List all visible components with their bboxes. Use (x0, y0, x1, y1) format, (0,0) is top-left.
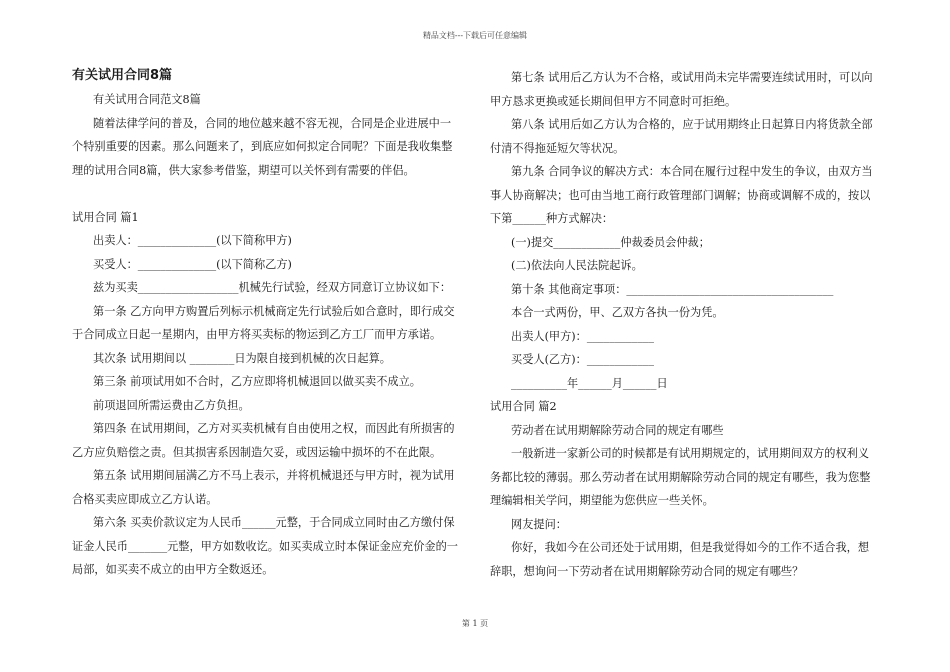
article-line: 一般新进一家新公司的时候都是有试用期规定的，试用期间双方的权利义 (511, 447, 870, 460)
article-line: 理编辑相关学问，期望能为您供应一些关怀。 (490, 494, 714, 507)
signature-line: 出卖人(甲方)：____________ (511, 329, 654, 343)
right-column (490, 66, 890, 583)
intro-line: 理的试用合同8篇，供大家参考借鉴，期望可以关怀到有需要的伴侣。 (72, 163, 415, 177)
buyer-line: 买受人：______________(以下简称乙方) (93, 257, 292, 271)
clause-line: 证金人民币_______元整，甲方如数收讫。如买卖成立时本保证金应充价金的一 (72, 539, 458, 553)
article-title: 劳动者在试用期解除劳动合同的规定有哪些 (511, 423, 724, 437)
clause-line: 事人协商解决；也可由当地工商行政管理部门调解；协商或调解不成的，按以 (490, 188, 871, 202)
left-column (72, 66, 472, 582)
clause-line: 第六条 买卖价款议定为人民币______元整，于合同成立同时由乙方缴付保 (93, 516, 455, 529)
agreement-line: 兹为买卖__________________机械先行试验，经双方同意订立协议如下： (93, 281, 452, 294)
clause-line: 合格买卖应即成立乙方认诺。 (72, 492, 218, 506)
section-heading: 试用合同 篇2 (490, 400, 557, 413)
clause-line: 乙方应负赔偿之责。但其损害系因制造欠妥，或因运输中损坏的不在此限。 (72, 445, 442, 459)
seller-line: 出卖人：______________(以下简称甲方) (93, 234, 292, 247)
clause-line: 第八条 试用后如乙方认为合格的，应于试用期终止日起算日内将货款全部 (511, 118, 873, 131)
clause-line: 局部，如买卖不成立的由甲方全数返还。 (72, 563, 274, 576)
clause-line: 其次条 试用期间以 ________日为限自接到机械的次日起算。 (93, 351, 391, 365)
intro-line: 随着法律学问的普及，合同的地位越来越不容无视，合同是企业进展中一 (93, 116, 452, 130)
subtitle-line: 有关试用合同范文8篇 (93, 93, 201, 106)
clause-line: 第七条 试用后乙方认为不合格，或试用尚未完毕需要连续试用时，可以向 (511, 71, 873, 84)
signature-line: 买受人(乙方)：____________ (511, 353, 654, 366)
page-number: 第 1 页 (461, 619, 489, 628)
document-title: 有关试用合同8篇 (72, 68, 173, 83)
clause-line: 于合同成立日起一星期内，由甲方将买卖标的物运到乙方工厂而甲方承诺。 (72, 328, 442, 341)
section-heading: 试用合同 篇1 (72, 210, 139, 224)
clause-line: (一)提交____________仲裁委员会仲裁； (511, 235, 710, 249)
article-line: 务都比较的薄弱。那么劳动者在试用期解除劳动合同的规定有哪些，我为您整 (490, 470, 871, 484)
clause-line: 第一条 乙方向甲方购置后列标示机械商定先行试验后如合意时，即行成交 (93, 304, 455, 318)
clause-line: 第四条 在试用期间，乙方对买卖机械有自由使用之权，而因此有所损害的 (93, 422, 455, 435)
page-header: 精品文档---下载后可任意编辑 (422, 31, 528, 40)
intro-line: 个特别重要的因素。那么问题来了，到底应如何拟定合同呢？下面是我收集整 (72, 140, 453, 153)
date-line: __________年______月______日 (511, 376, 668, 390)
paragraph-gap (72, 182, 472, 206)
clause-line: 第五条 试用期间届满乙方不马上表示，并将机械退还与甲方时，视为试用 (93, 469, 455, 482)
article-line: 网友提问： (511, 517, 567, 531)
clause-line: 付清不得拖延短欠等状况。 (490, 141, 625, 155)
clause-line: 甲方恳求更换或延长期间但甲方不同意时可拒绝。 (490, 94, 737, 108)
clause-line: 前项退回所需运费由乙方负担。 (93, 398, 250, 412)
clause-line: 本合一式两份，甲、乙双方各执一份为凭。 (511, 306, 724, 319)
article-line: 你好，我如今在公司还处于试用期，但是我觉得如今的工作不适合我，想 (511, 541, 870, 554)
clause-line: 第三条 前项试用如不合时，乙方应即将机械退回以做买卖不成立。 (93, 375, 421, 388)
clause-line: 第九条 合同争议的解决方式：本合同在履行过程中发生的争议，由双方当 (511, 165, 873, 178)
clause-line: 下第______种方式解决： (490, 212, 614, 225)
clause-line: (二)依法向人民法院起诉。 (511, 259, 643, 272)
clause-line: 第十条 其他商定事项：_____________________________________ (511, 282, 834, 296)
article-line: 辞职，想询问一下劳动者在试用期解除劳动合同的规定有哪些？ (490, 564, 804, 578)
